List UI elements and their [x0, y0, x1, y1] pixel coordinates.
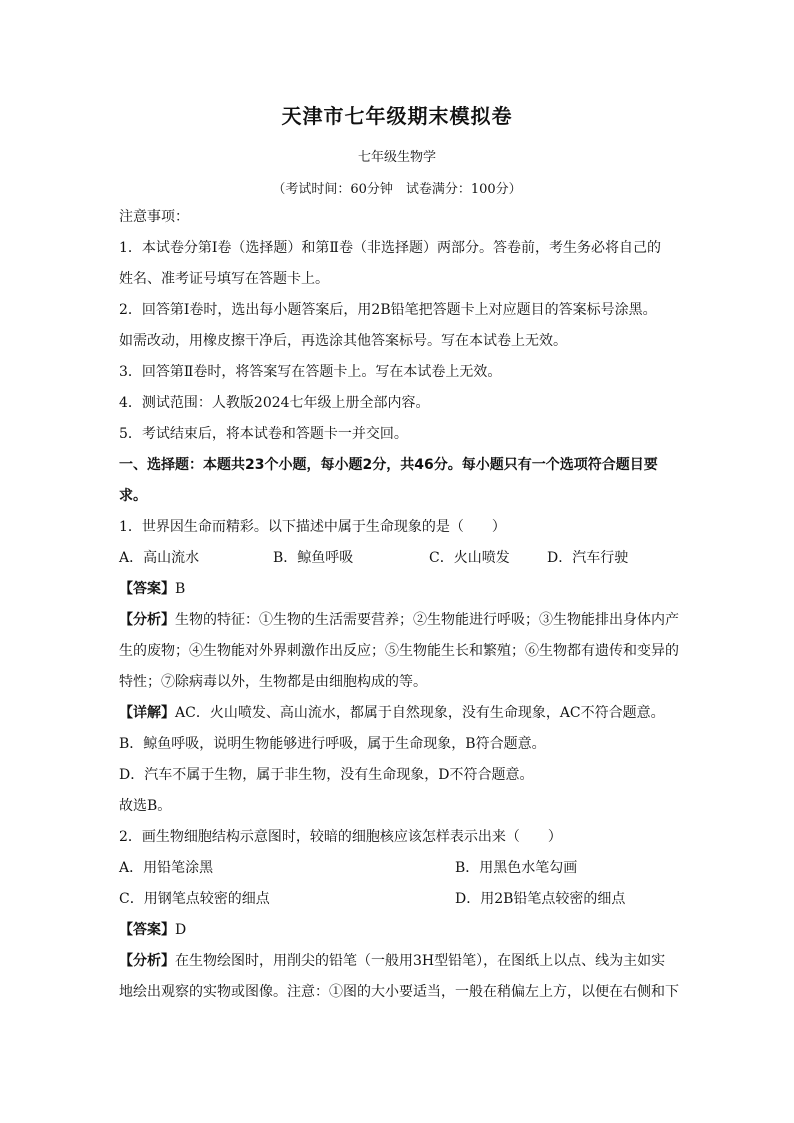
question-1-stem: 1．世界因生命而精彩。以下描述中属于生命现象的是（ ） [119, 519, 506, 535]
analysis-label: 【分析】 [119, 612, 175, 628]
question-2-stem: 2．画生物细胞结构示意图时，较暗的细胞核应该怎样表示出来（ ） [119, 829, 562, 845]
answer-label: 【答案】 [119, 922, 175, 938]
option-c: C．用钢笔点较密的细点 [119, 891, 270, 907]
section-heading-cont: 求。 [119, 488, 147, 504]
note-line: 5．考试结束后，将本试卷和答题卡一并交回。 [119, 426, 408, 442]
analysis-text-cont: 特性；⑦除病毒以外，生物都是由细胞构成的等。 [119, 674, 427, 690]
document-body [119, 202, 679, 1008]
section-heading: 一、选择题：本题共23个小题，每小题2分，共46分。每小题只有一个选项符合题目要 [119, 457, 658, 473]
note-line: 3．回答第Ⅱ卷时，将答案写在答题卡上。写在本试卷上无效。 [119, 364, 502, 380]
analysis-text: 在生物绘图时，用削尖的铅笔（一般用3H型铅笔），在图纸上以点、线为主如实 [175, 953, 666, 969]
note-line: 如需改动，用橡皮擦干净后，再选涂其他答案标号。写在本试卷上无效。 [119, 333, 567, 349]
option-d: D．用2B铅笔点较密的细点 [455, 891, 626, 907]
detail-text-cont: B．鲸鱼呼吸，说明生物能够进行呼吸，属于生命现象，B符合题意。 [119, 736, 546, 752]
analysis-text: 生物的特征：①生物的生活需要营养；②生物能进行呼吸；③生物能排出身体内产 [175, 612, 679, 628]
option-a: A．用铅笔涂黑 [119, 860, 214, 876]
detail-text: AC．火山喷发、高山流水，都属于自然现象，没有生命现象，AC不符合题意。 [175, 705, 665, 721]
note-line: 2．回答第Ⅰ卷时，选出每小题答案后，用2B铅笔把答题卡上对应题目的答案标号涂黑。 [119, 302, 657, 318]
analysis-label: 【分析】 [119, 953, 175, 969]
question-2-analysis [119, 946, 679, 977]
answer-label: 【答案】 [119, 581, 175, 597]
option-b: B．鲸鱼呼吸 [273, 550, 354, 566]
answer-value: B [175, 581, 186, 597]
option-a: A．高山流水 [119, 550, 200, 566]
option-c: C．火山喷发 [429, 550, 510, 566]
option-b: B．用黑色水笔勾画 [455, 860, 578, 876]
question-1-detail [119, 698, 679, 729]
option-d: D．汽车行驶 [547, 550, 629, 566]
detail-text-cont: D．汽车不属于生物，属于非生物，没有生命现象，D不符合题意。 [119, 767, 534, 783]
detail-label: 【详解】 [119, 705, 175, 721]
exam-info: （考试时间：60分钟 试卷满分：100分） [272, 182, 522, 197]
question-2-options-row1 [119, 853, 679, 884]
question-2-options-row2 [119, 884, 679, 915]
note-line: 4．测试范围：人教版2024七年级上册全部内容。 [119, 395, 430, 411]
subject-subtitle: 七年级生物学 [357, 150, 436, 165]
analysis-text-cont: 生的废物；④生物能对外界刺激作出反应；⑤生物能生长和繁殖；⑥生物都有遗传和变异的 [119, 643, 679, 659]
question-1-answer [119, 574, 679, 605]
question-2-answer [119, 915, 679, 946]
note-line: 1．本试卷分第Ⅰ卷（选择题）和第Ⅱ卷（非选择题）两部分。答卷前，考生务必将自己的 [119, 240, 661, 256]
analysis-text-cont: 地绘出观察的实物或图像。注意：①图的大小要适当，一般在稍偏左上方，以便在右侧和下 [119, 984, 679, 1000]
note-line: 姓名、准考证号填写在答题卡上。 [119, 271, 329, 287]
question-1-conclusion: 故选B。 [119, 798, 172, 814]
question-1-options [119, 543, 679, 574]
answer-value: D [175, 922, 187, 938]
question-1-analysis [119, 605, 679, 636]
notes-heading: 注意事项： [119, 209, 189, 225]
page-title: 天津市七年级期末模拟卷 [281, 104, 513, 128]
